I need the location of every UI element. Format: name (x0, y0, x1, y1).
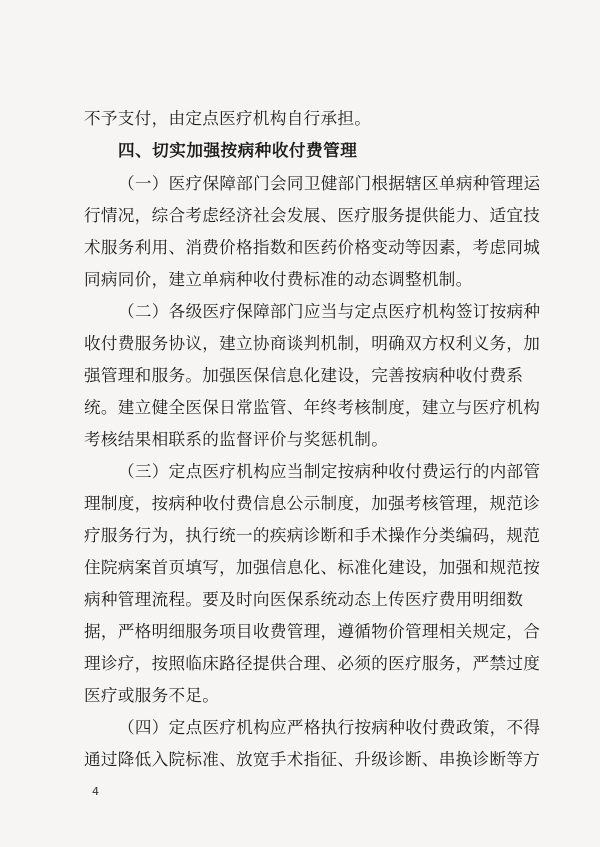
text-line: 疗服务行为，执行统一的疾病诊断和手术操作分类编码，规范 (84, 526, 541, 545)
text-line: 理诊疗，按照临床路径提供合理、必须的医疗服务，严禁过度 (84, 654, 541, 673)
section-heading: 四、切实加强按病种收付费管理 (118, 141, 358, 160)
text-line: 强管理和服务。加强医保信息化建设，完善按病种收付费系 (84, 366, 524, 385)
text-line: 统。建立健全医保日常监管、年终考核制度，建立与医疗机构 (84, 398, 541, 417)
text-line: 据，严格明细服务项目收费管理，遵循物价管理相关规定，合 (84, 622, 541, 641)
text-line: 病种管理流程。要及时向医保系统动态上传医疗费用明细数 (84, 590, 524, 609)
page-number: 4 (92, 785, 99, 798)
text-line: 术服务利用、消费价格指数和医药价格变动等因素，考虑同城 (84, 238, 541, 257)
text-line: （三）定点医疗机构应当制定按病种收付费运行的内部管 (118, 462, 541, 481)
text-line: 通过降低入院标准、放宽手术指征、升级诊断、串换诊断等方 (84, 750, 541, 769)
text-line: 同病同价，建立单病种收付费标准的动态调整机制。 (84, 270, 473, 289)
text-line: 住院病案首页填写，加强信息化、标准化建设，加强和规范按 (84, 558, 541, 577)
text-line: 医疗或服务不足。 (84, 686, 220, 705)
text-line: 考核结果相联系的监督评价与奖惩机制。 (84, 430, 389, 449)
text-line: 理制度，按病种收付费信息公示制度，加强考核管理，规范诊 (84, 494, 541, 513)
text-line: 收付费服务协议，建立协商谈判机制，明确双方权利义务，加 (84, 334, 541, 353)
text-line: （四）定点医疗机构应严格执行按病种收付费政策，不得 (118, 718, 541, 737)
text-line: （一）医疗保障部门会同卫健部门根据辖区单病种管理运 (118, 174, 541, 193)
text-line: 行情况，综合考虑经济社会发展、医疗服务提供能力、适宜技 (84, 206, 541, 225)
text-line: （二）各级医疗保障部门应当与定点医疗机构签订按病种 (118, 302, 541, 321)
text-line: 不予支付，由定点医疗机构自行承担。 (84, 109, 372, 128)
